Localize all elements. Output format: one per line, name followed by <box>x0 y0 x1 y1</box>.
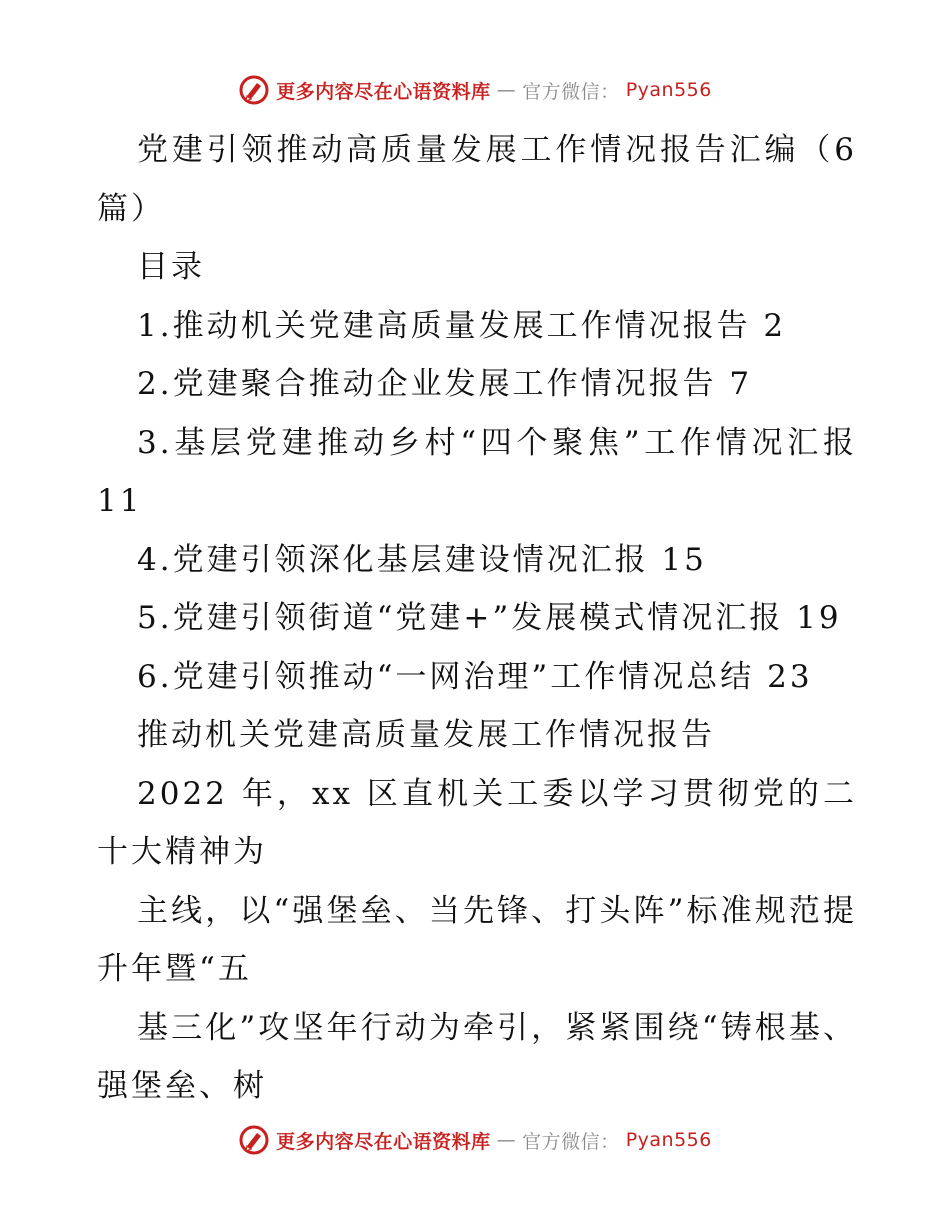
toc-item: 3.基层党建推动乡村“四个聚焦”工作情况汇报 11 <box>97 424 857 519</box>
body-paragraph: 基三化”攻坚年行动为牵引，紧紧围绕“铸根基、强堡垒、树 <box>97 1009 857 1104</box>
document-body <box>97 121 857 1116</box>
document-title: 党建引领推动高质量发展工作情况报告汇编（6篇） <box>97 132 857 227</box>
watermark-wechat-id: Pyan556 <box>625 79 712 101</box>
watermark-separator: — <box>496 1129 517 1151</box>
body-paragraph: 主线，以“强堡垒、当先锋、打头阵”标准规范提升年暨“五 <box>97 892 857 987</box>
toc-item: 1.推动机关党建高质量发展工作情况报告 2 <box>137 307 787 344</box>
toc-item: 2.党建聚合推动企业发展工作情况报告 7 <box>137 366 753 402</box>
watermark-wechat-id: Pyan556 <box>625 1129 712 1151</box>
header-watermark <box>0 70 950 110</box>
watermark-separator: — <box>496 79 517 101</box>
brand-logo-icon <box>238 74 270 106</box>
watermark-brand-text: 更多内容尽在心语资料库 <box>276 80 491 103</box>
watermark-brand-text: 更多内容尽在心语资料库 <box>276 1130 491 1153</box>
toc-item: 4.党建引领深化基层建设情况汇报 15 <box>137 541 707 578</box>
toc-item: 5.党建引领街道“党建+”发展模式情况汇报 19 <box>137 600 842 636</box>
watermark-channel-text: 官方微信： <box>522 1130 620 1153</box>
body-paragraph: 2022 年，xx 区直机关工委以学习贯彻党的二十大精神为 <box>97 775 857 870</box>
section-title: 推动机关党建高质量发展工作情况报告 <box>137 717 715 753</box>
toc-heading: 目录 <box>137 249 205 285</box>
footer-watermark <box>0 1120 950 1160</box>
brand-logo-icon <box>238 1124 270 1156</box>
toc-item: 6.党建引领推动“一网治理”工作情况总结 23 <box>137 658 813 695</box>
watermark-channel-text: 官方微信： <box>522 80 620 103</box>
